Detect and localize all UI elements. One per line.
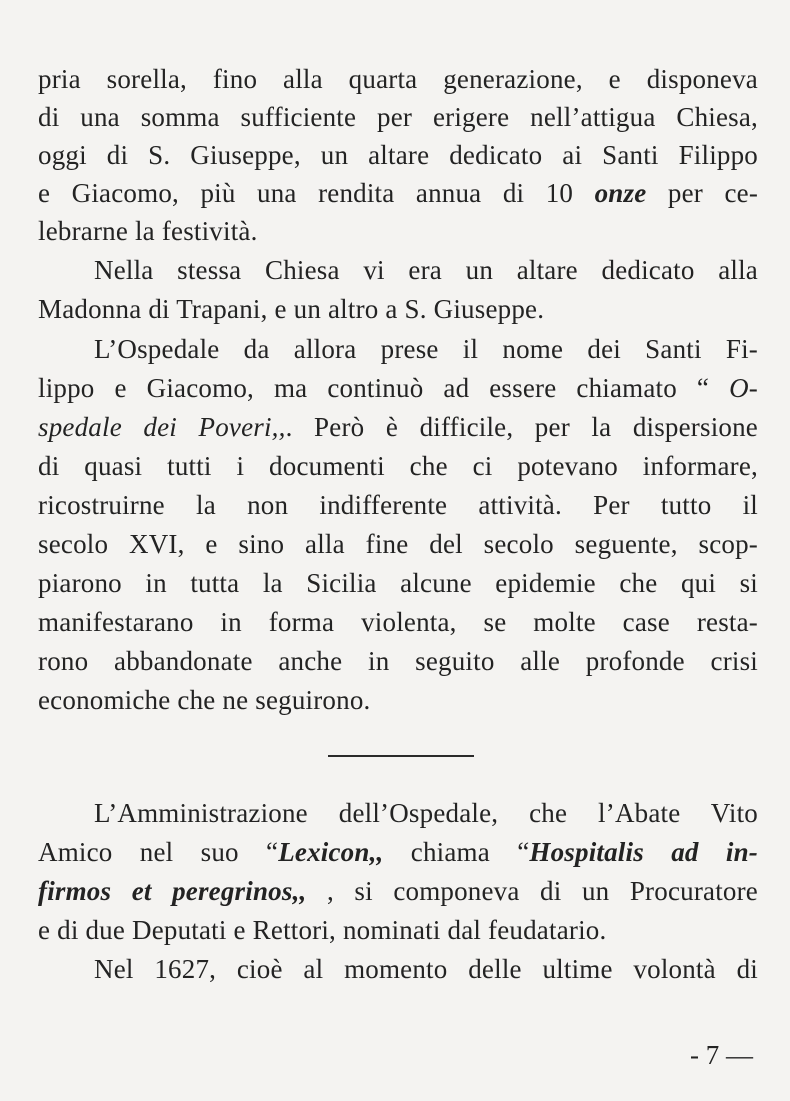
text-line: L’Amministrazione dell’Ospedale, che l’Abate Vito [94, 798, 758, 828]
italic-term: spedale dei Poveri,, [38, 412, 286, 442]
text-line: oggi di S. Giuseppe, un altare dedicato ai Santi Filippo [38, 140, 758, 170]
text-line: e di due Deputati e Rettori, nominati dal feudatario. [38, 915, 607, 945]
text-line: Nel 1627, cioè al momento delle ultime volontà di [94, 954, 758, 984]
italic-term: firmos et peregrinos,, [38, 876, 307, 906]
text-line: secolo XVI, e sino alla fine del secolo seguente, scop- [38, 529, 758, 559]
text-span: e Giacomo, più una rendita annua di 10 [38, 178, 574, 208]
italic-term: onze [594, 178, 647, 208]
text-line: di quasi tutti i documenti che ci potevano informare, [38, 451, 758, 481]
text-line [38, 872, 758, 910]
text-span: . Però è difficile, per la dispersione [285, 412, 758, 442]
text-line [38, 174, 758, 212]
text-line: manifestarano in forma violenta, se molte case resta- [38, 607, 758, 637]
italic-term: Hospitalis ad in- [529, 837, 758, 867]
italic-term: O- [729, 373, 758, 403]
text-span: chiama “ [383, 837, 530, 867]
text-line: Nella stessa Chiesa vi era un altare dedicato alla [94, 255, 758, 285]
text-line [38, 369, 758, 407]
text-line [38, 833, 758, 871]
text-span: lippo e Giacomo, ma continuò ad essere chiamato “ [38, 373, 710, 403]
text-line: lebrarne la festività. [38, 216, 258, 246]
page-number: - 7 — [690, 1040, 753, 1070]
italic-term: Lexicon,, [278, 837, 384, 867]
text-line: piarono in tutta la Sicilia alcune epidemie che qui si [38, 568, 758, 598]
text-line: L’Ospedale da allora prese il nome dei Santi Fi- [94, 334, 758, 364]
text-span: per ce- [667, 178, 759, 208]
text-line: rono abbandonate anche in seguito alle profonde crisi [38, 646, 758, 676]
text-span: , si componeva di un Procuratore [306, 876, 758, 906]
text-line [38, 408, 758, 446]
text-line: economiche che ne seguirono. [38, 685, 371, 715]
text-line: ricostruirne la non indifferente attività. Per tutto il [38, 490, 758, 520]
text-span: Amico nel suo “ [38, 837, 279, 867]
text-line: pria sorella, fino alla quarta generazione, e disponeva [38, 64, 758, 94]
text-line: Madonna di Trapani, e un altro a S. Giuseppe. [38, 294, 545, 324]
section-divider [328, 755, 474, 757]
text-line: di una somma sufficiente per erigere nell’attigua Chiesa, [38, 102, 758, 132]
